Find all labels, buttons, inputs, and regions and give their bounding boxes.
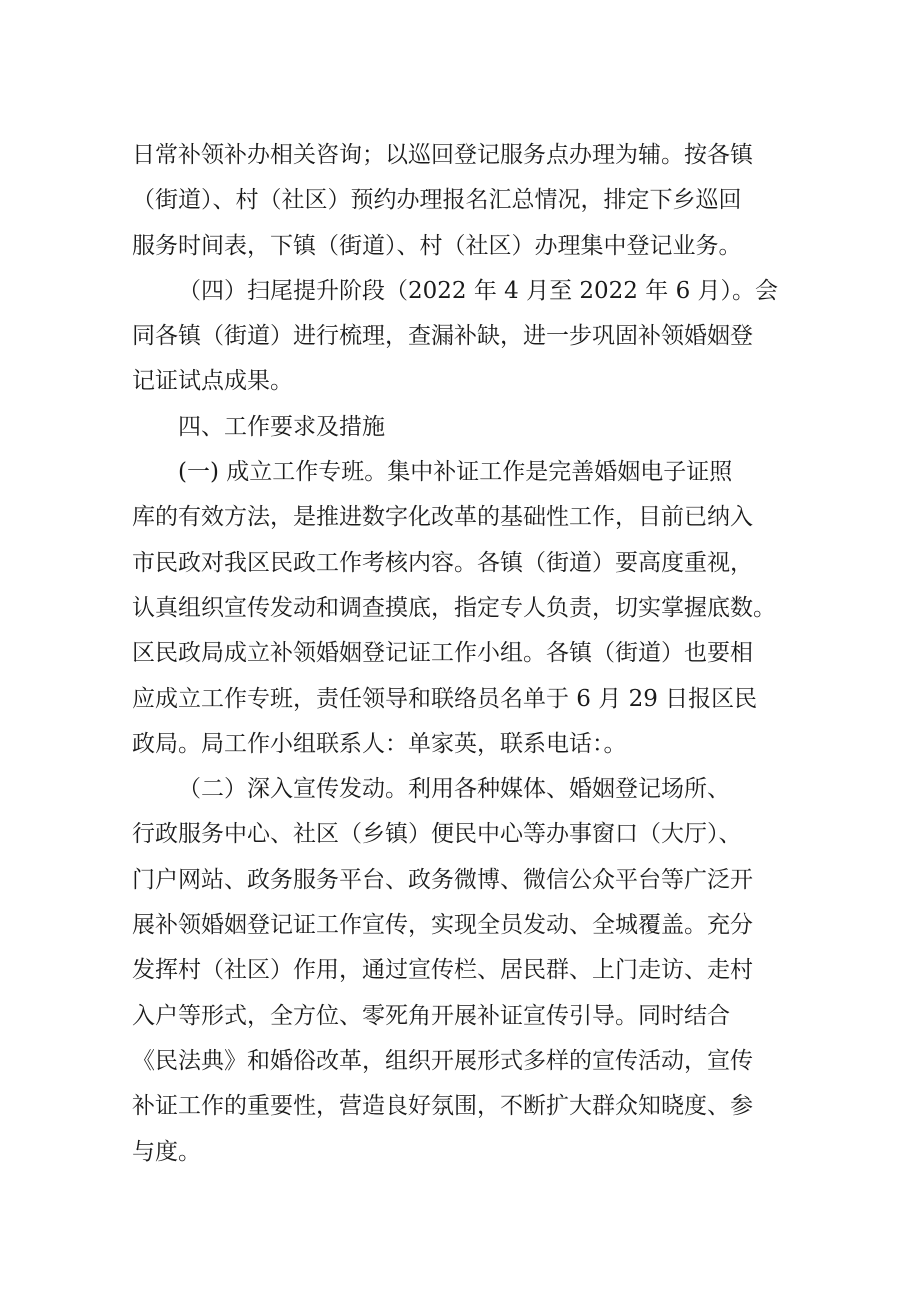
text-line-21: 《民法典》和婚俗改革，组织开展形式多样的宣传活动，宣传 [132,1047,753,1074]
paragraph-two-heading-line: （二）深入宣传发动。利用各种媒体、婚姻登记场所、 [178,776,730,803]
text-line-23: 与度。 [132,1138,201,1165]
text-line-10: 市民政对我区民政工作考核内容。各镇（街道）要高度重视， [132,549,753,576]
text-line-12: 区民政局成立补领婚姻登记证工作小组。各镇（街道）也要相 [132,640,753,667]
text-line-14: 政局。局工作小组联系人：单家英，联系电话：。 [132,730,627,757]
text-line-9: 库的有效方法，是推进数字化改革的基础性工作，目前已纳入 [132,504,753,531]
text-line-2: （街道）、村（社区）预约办理报名汇总情况，排定下乡巡回 [132,187,742,214]
paragraph-one-heading-line: (一) 成立工作专班。集中补证工作是完善婚姻电子证照 [178,459,733,486]
text-line-22: 补证工作的重要性，营造良好氛围，不断扩大群众知晓度、参 [132,1093,753,1120]
text-line-11: 认真组织宣传发动和调查摸底，指定专人负责，切实掌握底数。 [132,594,776,621]
text-line-6: 记证试点成果。 [132,368,293,395]
text-line-1: 日常补领补办相关咨询；以巡回登记服务点办理为辅。按各镇 [132,142,753,168]
paragraph-four-heading-line: （四）扫尾提升阶段（2022 年 4 月至 2022 年 6 月）。会 [178,277,779,304]
text-line-20: 入户等形式，全方位、零死角开展补证宣传引导。同时结合 [132,1002,730,1029]
document-body [132,133,792,1175]
text-line-3: 服务时间表，下镇（街道）、村（社区）办理集中登记业务。 [132,232,742,259]
text-line-18: 展补领婚姻登记证工作宣传，实现全员发动、全城覆盖。充分 [132,912,753,939]
text-line-5: 同各镇（街道）进行梳理，查漏补缺，进一步巩固补领婚姻登 [132,323,753,350]
text-line-13: 应成立工作专班，责任领导和联络员名单于 6 月 29 日报区民 [132,685,758,712]
text-line-19: 发挥村（社区）作用，通过宣传栏、居民群、上门走访、走村 [132,957,753,984]
text-line-16: 行政服务中心、社区（乡镇）便民中心等办事窗口（大厅）、 [132,821,742,848]
section-heading-work-requirements: 四、工作要求及措施 [178,413,385,440]
text-line-17: 门户网站、政务服务平台、政务微博、微信公众平台等广泛开 [132,866,753,893]
